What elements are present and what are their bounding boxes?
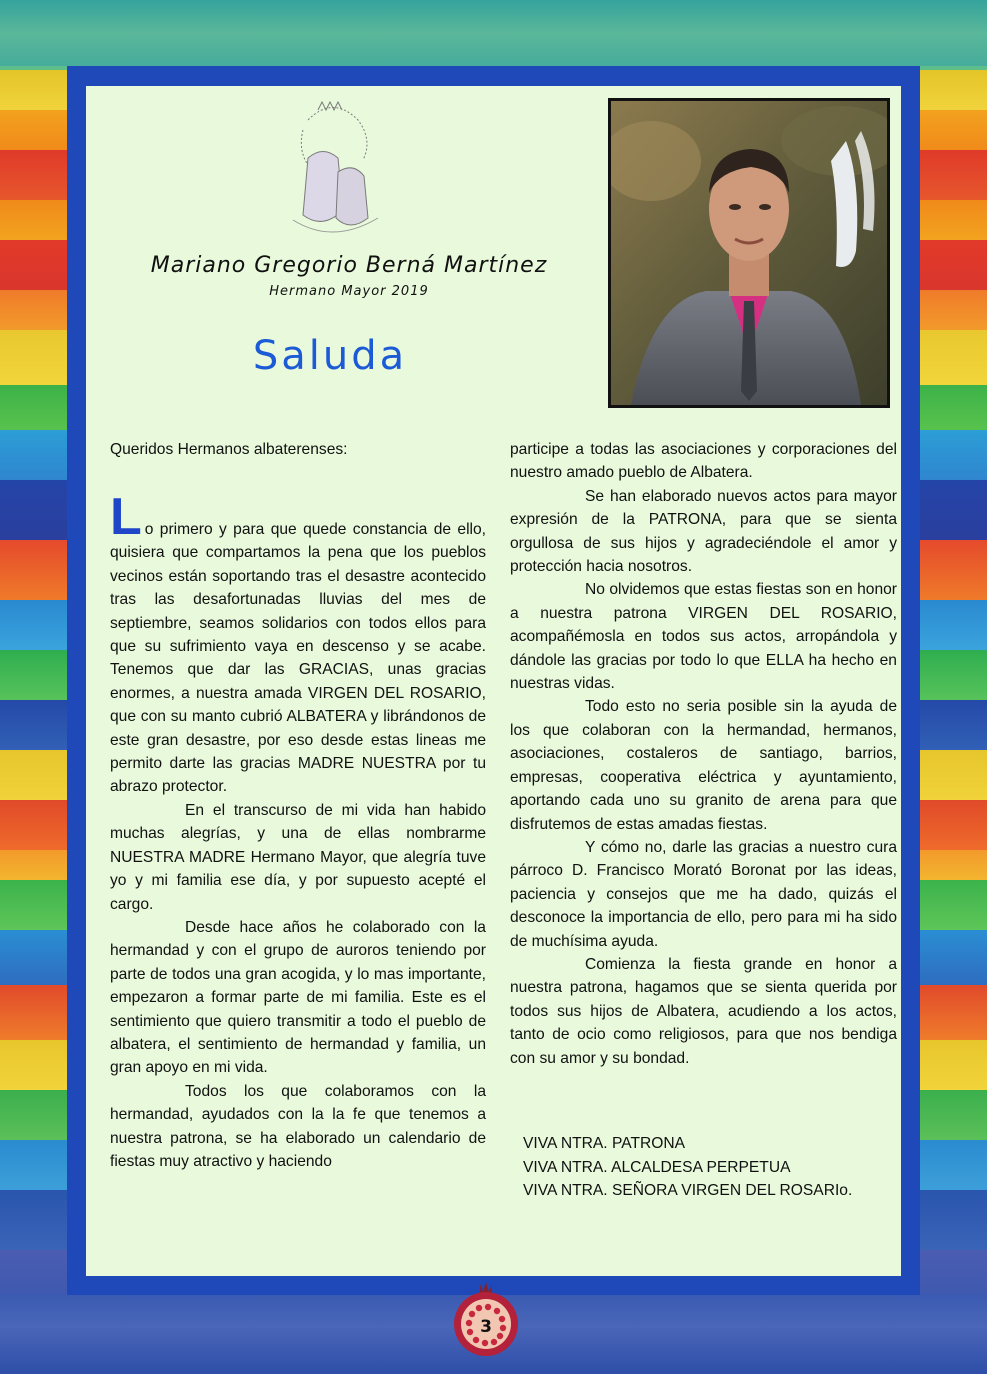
paragraph: Todos los que colaboramos con la hermandad, ayudados con la la fe que tenemos a nuestra patrona, se ha elaborado un calendario de fiestas muy atractivo y haciendo xyxy=(110,1082,486,1170)
viva-line: VIVA NTRA. PATRONA xyxy=(523,1135,686,1152)
viva-line: VIVA NTRA. SEÑORA VIRGEN DEL ROSARIo. xyxy=(523,1182,853,1199)
top-teal-band xyxy=(0,0,987,66)
author-role: Hermano Mayor 2019 xyxy=(269,284,429,299)
paragraph: No olvidemos que estas fiestas son en honor a nuestra patrona VIRGEN DEL ROSARIO, acompañémosla en todos sus actos, arropándola y dándole las gracias por todo lo que ELLA ha hecho en nuestras vidas. xyxy=(510,581,897,693)
viva-line: VIVA NTRA. ALCALDESA PERPETUA xyxy=(523,1158,791,1176)
greeting: Queridos Hermanos albaterenses: xyxy=(110,441,348,458)
page-title: Saluda xyxy=(252,333,408,379)
paragraph: participe a todas las asociaciones y corporaciones del nuestro amado pueblo de Albatera. xyxy=(510,441,897,482)
paragraph: Desde hace años he colaborado con la hermandad y con el grupo de auroros teniendo por parte de todos una gran acogida, y lo mas importante, empezaron a formar parte de mi familia. Este es el sentimiento que quiero transmitir a todo el pueblo de albatera, el sentimiento de hermandad y familia, un gran apoyo en mi vida. xyxy=(110,918,486,1077)
virgin-sketch-icon xyxy=(278,100,388,245)
drop-cap: L xyxy=(110,488,142,546)
paragraph: Comienza la fiesta grande en honor a nuestra patrona, hagamos que se sienta querida por todos sus hijos de Albatera, acudiendo a los actos, tanto de ocio como religiosos, para que nos bendiga con su amor y su bondad. xyxy=(510,955,897,1067)
paragraph: Y cómo no, darle las gracias a nuestro cura párroco D. Francisco Morató Boronat por las ideas, paciencia y consejos que me ha dado, quizás el desconoce la importancia de ello, pero para mi ha sido de muchísima ayuda. xyxy=(510,838,897,950)
paragraph: Todo esto no seria posible sin la ayuda de los que colaboran con la hermandad, hermanos, asociaciones, costaleros de santiago, barrios, empresas, cooperativa eléctrica y ayuntamiento, aportando cada uno su granito de arena para que disfrutemos de estas amadas fiestas. xyxy=(510,698,897,833)
paragraph: En el transcurso de mi vida han habido muchas alegrías, y una de ellas nombrarme NUESTRA MADRE Hermano Mayor, que alegría tuve yo y mi familia ese día, y por supuesto acepté el cargo. xyxy=(110,801,486,913)
author-photo xyxy=(608,98,890,408)
paragraph: o primero y para que quede constancia de ello, quisiera que compartamos la pena que los pueblos vecinos están soportando tras el desastre acontecido tras las desafortunadas lluvias del mes de septiembre, seamos solidarios con todos ellos para que su sufrimiento vaya en descenso y se acabe. Tenemos que dar las GRACIAS, unas gracias enormes, a nuestra amada VIRGEN DEL ROSARIO, que con su manto cubrió ALBATERA y librándonos de este gran desastre, por eso desde estas lineas me permito darte las gracias MADRE NUESTRA por tu abrazo protector. xyxy=(110,521,486,796)
viva-list xyxy=(523,1132,852,1203)
body-column-right xyxy=(510,438,897,1070)
author-name: Mariano Gregorio Berná Martínez xyxy=(150,253,548,278)
paragraph: Se han elaborado nuevos actos para mayor expresión de la PATRONA, para que se sienta orgullosa de sus hijos y agradeciéndole el amor y protección hacia nosotros. xyxy=(510,487,897,576)
body-column-left xyxy=(110,488,486,1173)
page-number: 3 xyxy=(480,1317,492,1337)
